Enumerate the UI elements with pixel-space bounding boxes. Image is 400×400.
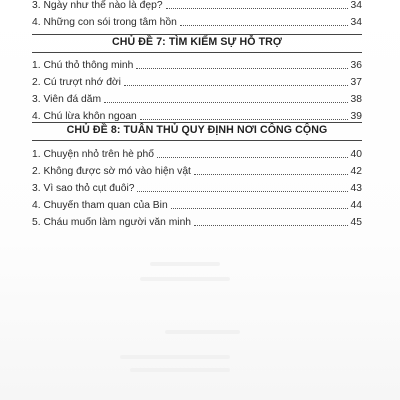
chapter-divider bbox=[32, 140, 362, 141]
toc-entry[interactable] bbox=[32, 106, 362, 123]
bleed-through-mark bbox=[150, 262, 220, 266]
toc-entry[interactable] bbox=[32, 212, 362, 229]
toc-entry[interactable] bbox=[32, 12, 362, 29]
chapter-heading: CHỦ ĐỀ 7: TÌM KIẾM SỰ HỖ TRỢ bbox=[111, 36, 283, 48]
chapter-divider bbox=[32, 34, 362, 35]
entry-title: 3. Ngày như thế nào là đẹp? bbox=[32, 0, 163, 11]
toc-entry[interactable] bbox=[32, 55, 362, 72]
bleed-through-mark bbox=[120, 355, 230, 359]
bleed-through-mark bbox=[130, 368, 230, 372]
toc-entry[interactable] bbox=[32, 195, 362, 212]
dot-leader bbox=[124, 85, 348, 86]
dot-leader bbox=[157, 157, 348, 158]
dot-leader bbox=[180, 25, 348, 26]
entry-page-number: 38 bbox=[350, 94, 362, 105]
dot-leader bbox=[104, 102, 348, 103]
toc-entry[interactable] bbox=[32, 144, 362, 161]
bleed-through-mark bbox=[140, 277, 230, 281]
entry-title: 2. Cú trượt nhớ đời bbox=[32, 77, 121, 88]
dot-leader bbox=[137, 191, 348, 192]
entry-title: 2. Không được sờ mó vào hiện vật bbox=[32, 166, 191, 177]
toc-entry[interactable] bbox=[32, 89, 362, 106]
entry-page-number: 44 bbox=[350, 200, 362, 211]
chapter-divider bbox=[32, 122, 362, 123]
entry-title: 4. Những con sói trong tâm hồn bbox=[32, 17, 177, 28]
entry-title: 1. Chuyện nhỏ trên hè phố bbox=[32, 149, 154, 160]
entry-title: 3. Viên đá dăm bbox=[32, 94, 102, 105]
bleed-through-mark bbox=[165, 330, 240, 334]
entry-page-number: 37 bbox=[350, 77, 362, 88]
entry-title: 1. Chú thỏ thông minh bbox=[32, 60, 134, 71]
chapter-divider bbox=[32, 52, 362, 53]
entry-page-number: 40 bbox=[350, 149, 362, 160]
toc-entry[interactable] bbox=[32, 72, 362, 89]
entry-page-number: 34 bbox=[350, 17, 362, 28]
dot-leader bbox=[171, 208, 348, 209]
toc-entry[interactable] bbox=[32, 161, 362, 178]
entry-title: 4. Chuyến tham quan của Bin bbox=[32, 200, 168, 211]
entry-title: 3. Vì sao thỏ cụt đuôi? bbox=[32, 183, 135, 194]
toc-entry[interactable] bbox=[32, 178, 362, 195]
dot-leader bbox=[140, 119, 348, 120]
entry-title: 5. Cháu muốn làm người văn minh bbox=[32, 217, 192, 228]
entry-page-number: 42 bbox=[350, 166, 362, 177]
entry-page-number: 45 bbox=[350, 217, 362, 228]
dot-leader bbox=[194, 225, 348, 226]
dot-leader bbox=[166, 8, 348, 9]
entry-title: 4. Chú lừa khôn ngoan bbox=[32, 111, 137, 122]
toc-entry[interactable] bbox=[32, 0, 362, 12]
chapter-heading: CHỦ ĐỀ 8: TUÂN THỦ QUY ĐỊNH NƠI CÔNG CỘNG bbox=[66, 124, 328, 136]
dot-leader bbox=[194, 174, 348, 175]
dot-leader bbox=[136, 68, 348, 69]
entry-page-number: 43 bbox=[350, 183, 362, 194]
entry-page-number: 39 bbox=[350, 111, 362, 122]
entry-page-number: 34 bbox=[350, 0, 362, 11]
entry-page-number: 36 bbox=[350, 60, 362, 71]
